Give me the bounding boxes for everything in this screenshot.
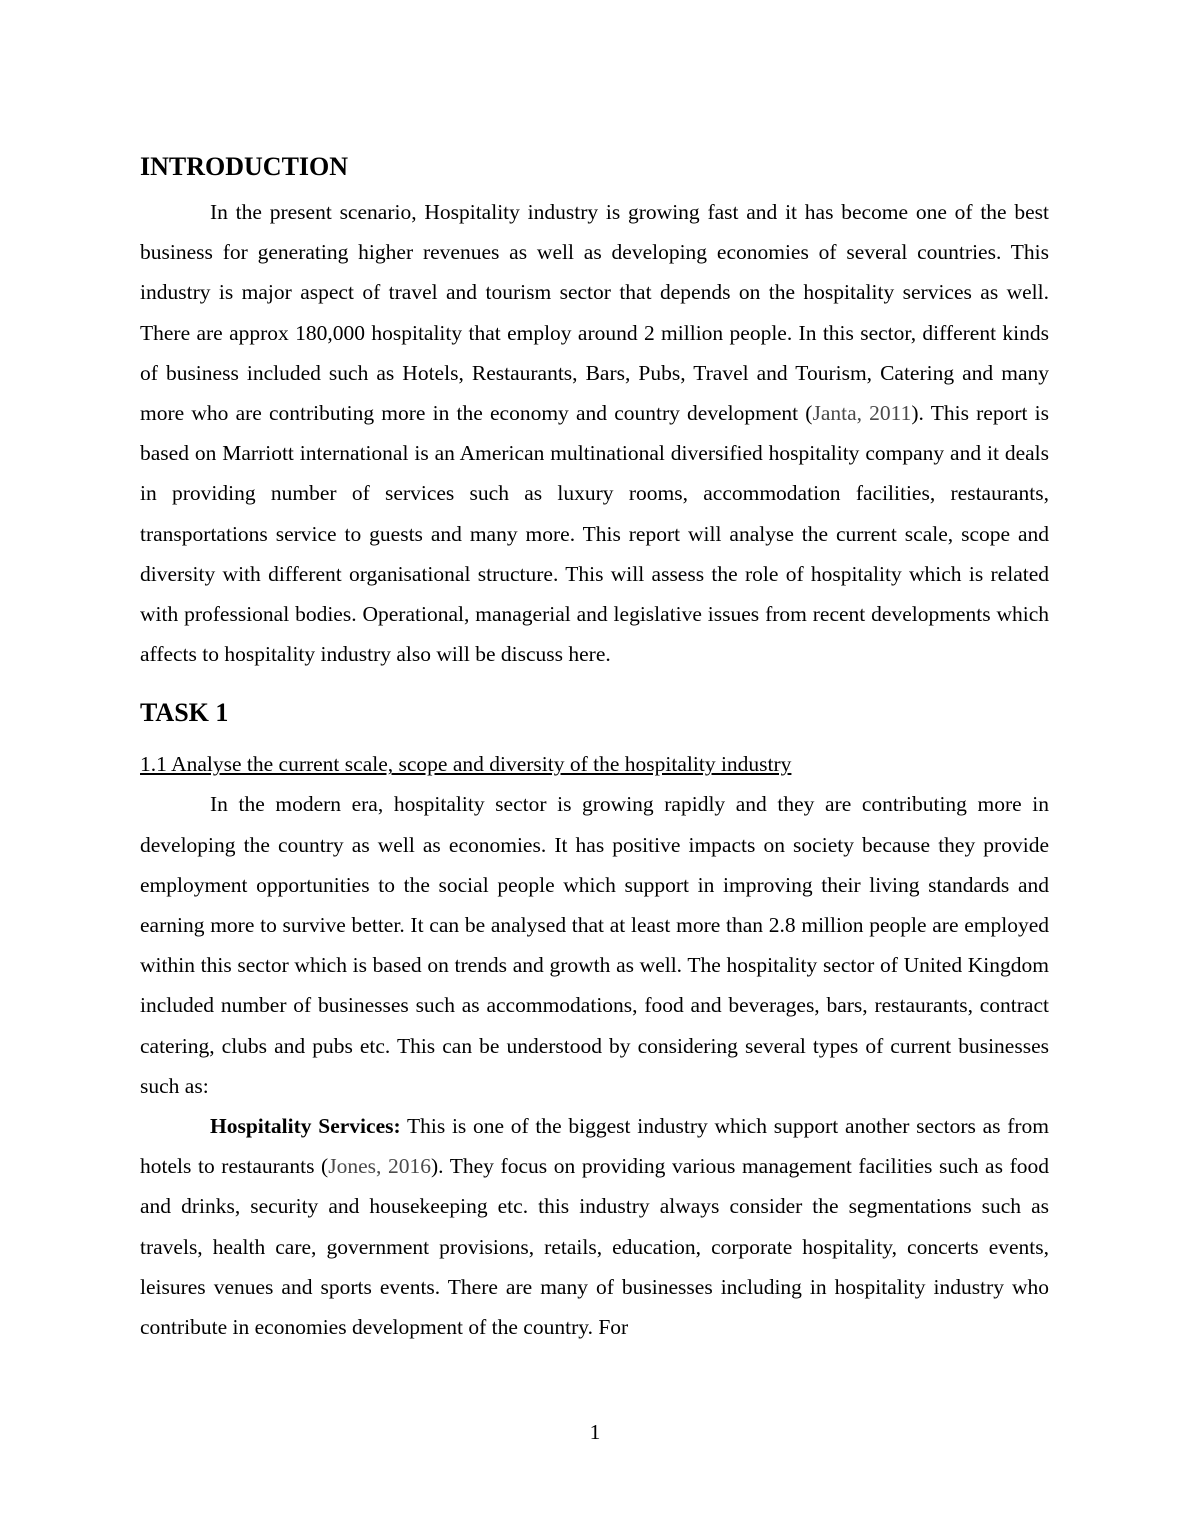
intro-text-part-1: In the present scenario, Hospitality industry is growing fast and it has become one of the best business for generating higher revenues as well as developing economies of several countries. This industry is major aspect of travel and tourism sector that depends on the hospitality services as well. There are approx 180,000 hospitality that employ around 2 million people. In this sector, different kinds of business included such as Hotels, Restaurants, Bars, Pubs, Travel and Tourism, Catering and many more who are contributing more in the economy and country development (: [140, 200, 1049, 426]
services-label: Hospitality Services:: [210, 1114, 401, 1139]
introduction-heading: INTRODUCTION: [140, 152, 349, 181]
services-paragraph: [140, 1106, 1049, 1347]
section-paragraph: In the modern era, hospitality sector is growing rapidly and they are contributing more in developing the country as well as economies. It has positive impacts on society because they provide employment opportunities to the social people which support in improving their living standards and earning more to survive better. It can be analysed that at least more than 2.8 million people are employed within this sector which is based on trends and growth as well. The hospitality sector of United Kingdom included number of businesses such as accommodations, food and beverages, bars, restaurants, contract catering, clubs and pubs etc. This can be understood by considering several types of current businesses such as:: [140, 792, 1049, 1098]
services-text-part-1: This is one of the biggest industry which support another sectors as from hotels to restaurants (: [140, 1114, 1050, 1179]
introduction-paragraph: [140, 192, 1049, 674]
page-content: [140, 150, 1049, 1347]
section-title: 1.1 Analyse the current scale, scope and diversity of the hospitality industry: [140, 752, 792, 777]
services-text-part-2: ). They focus on providing various management facilities such as food and drinks, security and housekeeping etc. this industry always consider the segmentations such as travels, health care, government provisions, retails, education, corporate hospitality, concerts events, leisures venues and sports events. There are many of businesses including in hospitality industry who contribute in economies development of the country. For: [140, 1154, 1049, 1340]
task-heading: TASK 1: [140, 698, 229, 728]
citation-jones: Jones, 2016: [328, 1154, 431, 1179]
citation-janta: Janta, 2011: [812, 401, 912, 426]
intro-text-part-2: ). This report is based on Marriott international is an American multinational diversified hospitality company and it deals in providing number of services such as luxury rooms, accommodation facilities, restaurants, transportations service to guests and many more. This report will analyse the current scale, scope and diversity with different organisational structure. This will assess the role of hospitality which is related with professional bodies. Operational, managerial and legislative issues from recent developments which affects to hospitality industry also will be discuss here.: [140, 401, 1049, 667]
page-number: 1: [589, 1420, 601, 1444]
